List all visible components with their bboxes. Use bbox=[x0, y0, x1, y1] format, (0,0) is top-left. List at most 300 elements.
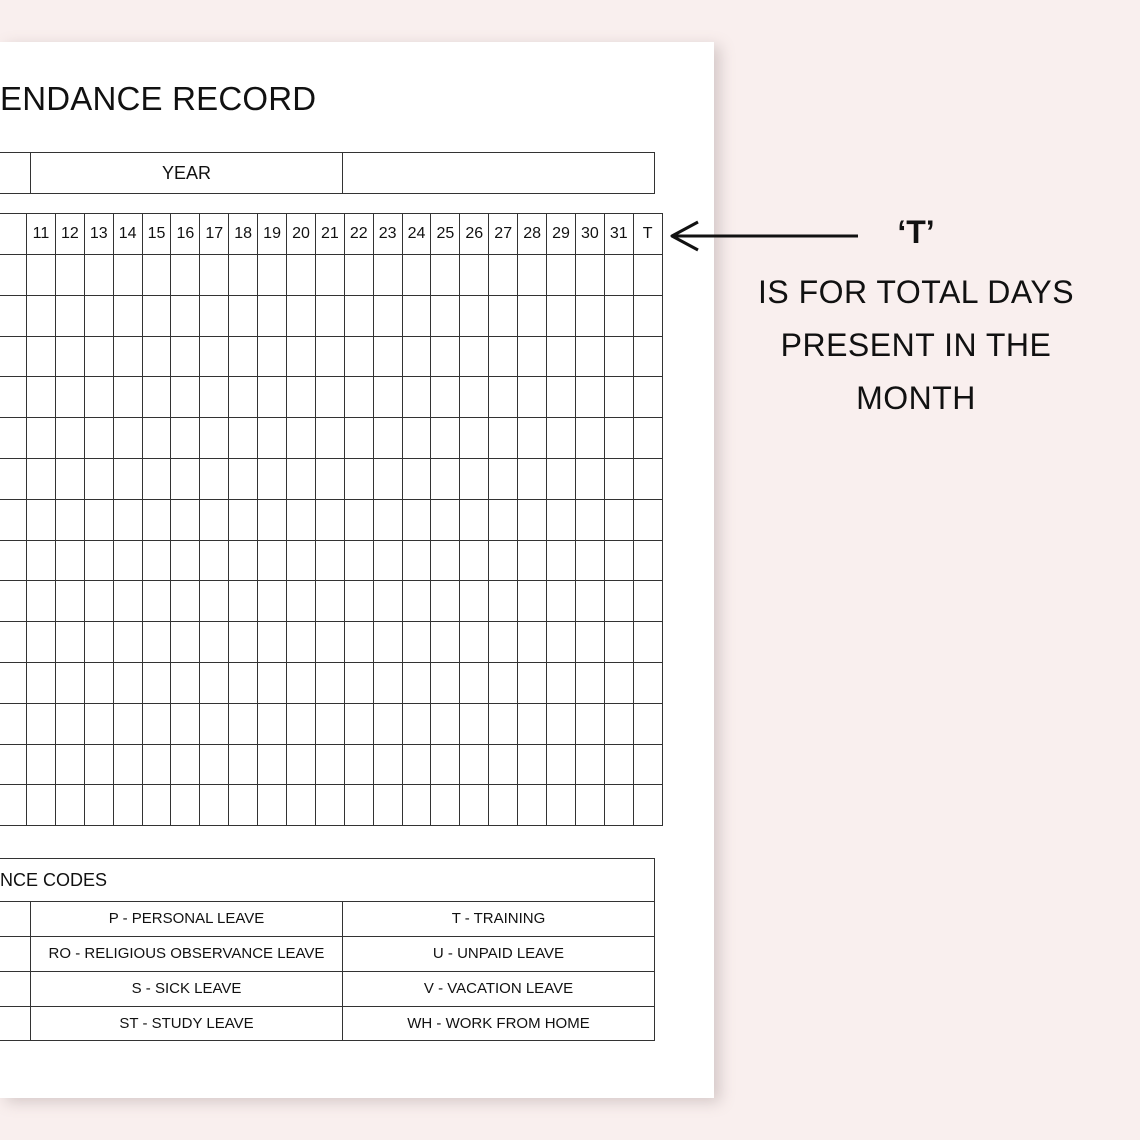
attendance-cell[interactable] bbox=[460, 662, 489, 703]
attendance-cell[interactable] bbox=[633, 540, 662, 581]
attendance-cell[interactable] bbox=[27, 295, 56, 336]
attendance-cell[interactable] bbox=[489, 295, 518, 336]
attendance-cell[interactable] bbox=[142, 418, 171, 459]
attendance-cell[interactable] bbox=[547, 744, 576, 785]
attendance-cell[interactable] bbox=[142, 377, 171, 418]
attendance-cell[interactable] bbox=[113, 703, 142, 744]
attendance-cell[interactable] bbox=[55, 785, 84, 826]
attendance-cell[interactable] bbox=[431, 622, 460, 663]
attendance-cell[interactable] bbox=[575, 377, 604, 418]
attendance-cell[interactable] bbox=[200, 540, 229, 581]
attendance-cell[interactable] bbox=[547, 622, 576, 663]
attendance-cell[interactable] bbox=[27, 662, 56, 703]
attendance-cell[interactable] bbox=[27, 622, 56, 663]
attendance-cell[interactable] bbox=[200, 703, 229, 744]
attendance-cell[interactable] bbox=[84, 540, 113, 581]
attendance-cell[interactable] bbox=[431, 499, 460, 540]
attendance-cell[interactable] bbox=[113, 581, 142, 622]
attendance-cell[interactable] bbox=[373, 336, 402, 377]
attendance-cell[interactable] bbox=[431, 744, 460, 785]
attendance-cell[interactable] bbox=[142, 458, 171, 499]
attendance-cell[interactable] bbox=[575, 622, 604, 663]
attendance-cell[interactable] bbox=[460, 255, 489, 296]
attendance-cell[interactable] bbox=[344, 581, 373, 622]
attendance-cell[interactable] bbox=[633, 703, 662, 744]
attendance-cell[interactable] bbox=[171, 540, 200, 581]
attendance-cell[interactable] bbox=[258, 662, 287, 703]
attendance-cell[interactable] bbox=[229, 622, 258, 663]
attendance-cell[interactable] bbox=[344, 540, 373, 581]
attendance-cell[interactable] bbox=[344, 703, 373, 744]
attendance-cell[interactable] bbox=[518, 622, 547, 663]
attendance-cell[interactable] bbox=[315, 295, 344, 336]
attendance-cell[interactable] bbox=[287, 622, 316, 663]
attendance-cell[interactable] bbox=[55, 418, 84, 459]
attendance-cell[interactable] bbox=[113, 418, 142, 459]
attendance-cell[interactable] bbox=[344, 622, 373, 663]
attendance-cell[interactable] bbox=[460, 336, 489, 377]
attendance-cell[interactable] bbox=[258, 255, 287, 296]
attendance-cell[interactable] bbox=[84, 662, 113, 703]
attendance-cell[interactable] bbox=[84, 418, 113, 459]
attendance-cell[interactable] bbox=[547, 377, 576, 418]
attendance-cell[interactable] bbox=[229, 255, 258, 296]
attendance-cell[interactable] bbox=[0, 662, 27, 703]
attendance-cell[interactable] bbox=[142, 581, 171, 622]
attendance-cell[interactable] bbox=[287, 499, 316, 540]
attendance-cell[interactable] bbox=[604, 295, 633, 336]
attendance-cell[interactable] bbox=[287, 255, 316, 296]
attendance-cell[interactable] bbox=[604, 622, 633, 663]
attendance-cell[interactable] bbox=[113, 336, 142, 377]
attendance-cell[interactable] bbox=[633, 295, 662, 336]
attendance-cell[interactable] bbox=[0, 377, 27, 418]
attendance-cell[interactable] bbox=[113, 744, 142, 785]
attendance-cell[interactable] bbox=[402, 744, 431, 785]
attendance-cell[interactable] bbox=[200, 662, 229, 703]
attendance-cell[interactable] bbox=[0, 622, 27, 663]
attendance-cell[interactable] bbox=[518, 255, 547, 296]
attendance-cell[interactable] bbox=[431, 581, 460, 622]
attendance-cell[interactable] bbox=[142, 295, 171, 336]
attendance-cell[interactable] bbox=[258, 499, 287, 540]
attendance-cell[interactable] bbox=[200, 255, 229, 296]
attendance-cell[interactable] bbox=[575, 785, 604, 826]
attendance-cell[interactable] bbox=[258, 622, 287, 663]
attendance-cell[interactable] bbox=[402, 255, 431, 296]
attendance-cell[interactable] bbox=[373, 499, 402, 540]
attendance-cell[interactable] bbox=[287, 581, 316, 622]
attendance-cell[interactable] bbox=[604, 336, 633, 377]
attendance-cell[interactable] bbox=[489, 744, 518, 785]
attendance-cell[interactable] bbox=[547, 418, 576, 459]
attendance-cell[interactable] bbox=[460, 622, 489, 663]
attendance-cell[interactable] bbox=[315, 744, 344, 785]
attendance-cell[interactable] bbox=[315, 703, 344, 744]
attendance-cell[interactable] bbox=[55, 744, 84, 785]
attendance-cell[interactable] bbox=[633, 255, 662, 296]
attendance-cell[interactable] bbox=[55, 295, 84, 336]
attendance-cell[interactable] bbox=[373, 662, 402, 703]
attendance-cell[interactable] bbox=[344, 418, 373, 459]
attendance-cell[interactable] bbox=[287, 377, 316, 418]
attendance-cell[interactable] bbox=[0, 458, 27, 499]
attendance-cell[interactable] bbox=[0, 418, 27, 459]
attendance-cell[interactable] bbox=[229, 662, 258, 703]
attendance-cell[interactable] bbox=[344, 458, 373, 499]
attendance-cell[interactable] bbox=[575, 499, 604, 540]
attendance-cell[interactable] bbox=[287, 744, 316, 785]
attendance-cell[interactable] bbox=[373, 295, 402, 336]
attendance-cell[interactable] bbox=[113, 255, 142, 296]
attendance-cell[interactable] bbox=[229, 458, 258, 499]
attendance-cell[interactable] bbox=[84, 336, 113, 377]
attendance-cell[interactable] bbox=[460, 499, 489, 540]
attendance-cell[interactable] bbox=[373, 622, 402, 663]
attendance-cell[interactable] bbox=[575, 418, 604, 459]
attendance-cell[interactable] bbox=[315, 377, 344, 418]
attendance-cell[interactable] bbox=[518, 377, 547, 418]
attendance-cell[interactable] bbox=[200, 458, 229, 499]
attendance-cell[interactable] bbox=[431, 662, 460, 703]
attendance-cell[interactable] bbox=[575, 540, 604, 581]
attendance-cell[interactable] bbox=[547, 499, 576, 540]
attendance-cell[interactable] bbox=[27, 785, 56, 826]
attendance-cell[interactable] bbox=[489, 622, 518, 663]
attendance-cell[interactable] bbox=[84, 744, 113, 785]
attendance-cell[interactable] bbox=[402, 377, 431, 418]
attendance-cell[interactable] bbox=[171, 622, 200, 663]
attendance-cell[interactable] bbox=[460, 377, 489, 418]
attendance-cell[interactable] bbox=[200, 744, 229, 785]
attendance-cell[interactable] bbox=[55, 377, 84, 418]
attendance-cell[interactable] bbox=[633, 581, 662, 622]
attendance-cell[interactable] bbox=[547, 581, 576, 622]
attendance-cell[interactable] bbox=[460, 785, 489, 826]
attendance-cell[interactable] bbox=[0, 703, 27, 744]
attendance-cell[interactable] bbox=[55, 458, 84, 499]
attendance-cell[interactable] bbox=[84, 581, 113, 622]
attendance-cell[interactable] bbox=[287, 703, 316, 744]
attendance-cell[interactable] bbox=[604, 744, 633, 785]
attendance-cell[interactable] bbox=[258, 458, 287, 499]
attendance-cell[interactable] bbox=[113, 785, 142, 826]
attendance-cell[interactable] bbox=[575, 336, 604, 377]
attendance-cell[interactable] bbox=[171, 255, 200, 296]
attendance-cell[interactable] bbox=[633, 418, 662, 459]
attendance-cell[interactable] bbox=[55, 499, 84, 540]
attendance-cell[interactable] bbox=[547, 703, 576, 744]
attendance-cell[interactable] bbox=[489, 255, 518, 296]
attendance-cell[interactable] bbox=[604, 377, 633, 418]
attendance-cell[interactable] bbox=[258, 418, 287, 459]
attendance-cell[interactable] bbox=[27, 581, 56, 622]
attendance-cell[interactable] bbox=[200, 622, 229, 663]
attendance-cell[interactable] bbox=[373, 377, 402, 418]
attendance-cell[interactable] bbox=[258, 377, 287, 418]
attendance-cell[interactable] bbox=[142, 785, 171, 826]
attendance-cell[interactable] bbox=[315, 785, 344, 826]
attendance-cell[interactable] bbox=[287, 785, 316, 826]
attendance-cell[interactable] bbox=[547, 295, 576, 336]
attendance-cell[interactable] bbox=[489, 336, 518, 377]
attendance-cell[interactable] bbox=[518, 336, 547, 377]
attendance-cell[interactable] bbox=[84, 785, 113, 826]
attendance-cell[interactable] bbox=[229, 295, 258, 336]
attendance-cell[interactable] bbox=[460, 703, 489, 744]
attendance-cell[interactable] bbox=[0, 336, 27, 377]
attendance-cell[interactable] bbox=[27, 418, 56, 459]
attendance-cell[interactable] bbox=[344, 377, 373, 418]
attendance-cell[interactable] bbox=[84, 458, 113, 499]
attendance-cell[interactable] bbox=[460, 744, 489, 785]
attendance-cell[interactable] bbox=[84, 255, 113, 296]
attendance-cell[interactable] bbox=[604, 499, 633, 540]
attendance-cell[interactable] bbox=[55, 581, 84, 622]
attendance-cell[interactable] bbox=[547, 785, 576, 826]
attendance-cell[interactable] bbox=[489, 458, 518, 499]
attendance-cell[interactable] bbox=[200, 418, 229, 459]
attendance-cell[interactable] bbox=[431, 255, 460, 296]
attendance-cell[interactable] bbox=[489, 418, 518, 459]
attendance-cell[interactable] bbox=[258, 540, 287, 581]
attendance-cell[interactable] bbox=[633, 336, 662, 377]
attendance-cell[interactable] bbox=[604, 458, 633, 499]
attendance-cell[interactable] bbox=[633, 377, 662, 418]
attendance-cell[interactable] bbox=[633, 662, 662, 703]
attendance-cell[interactable] bbox=[258, 295, 287, 336]
attendance-cell[interactable] bbox=[460, 540, 489, 581]
attendance-cell[interactable] bbox=[518, 703, 547, 744]
attendance-cell[interactable] bbox=[84, 377, 113, 418]
attendance-cell[interactable] bbox=[27, 255, 56, 296]
attendance-cell[interactable] bbox=[373, 785, 402, 826]
attendance-cell[interactable] bbox=[171, 336, 200, 377]
attendance-cell[interactable] bbox=[287, 418, 316, 459]
attendance-cell[interactable] bbox=[633, 744, 662, 785]
attendance-cell[interactable] bbox=[113, 540, 142, 581]
attendance-cell[interactable] bbox=[373, 703, 402, 744]
attendance-cell[interactable] bbox=[142, 703, 171, 744]
attendance-cell[interactable] bbox=[604, 703, 633, 744]
attendance-cell[interactable] bbox=[200, 581, 229, 622]
attendance-cell[interactable] bbox=[604, 581, 633, 622]
attendance-cell[interactable] bbox=[518, 295, 547, 336]
attendance-cell[interactable] bbox=[27, 744, 56, 785]
attendance-cell[interactable] bbox=[142, 255, 171, 296]
attendance-cell[interactable] bbox=[604, 785, 633, 826]
attendance-cell[interactable] bbox=[171, 499, 200, 540]
attendance-cell[interactable] bbox=[431, 377, 460, 418]
attendance-cell[interactable] bbox=[142, 622, 171, 663]
attendance-cell[interactable] bbox=[113, 622, 142, 663]
attendance-cell[interactable] bbox=[142, 336, 171, 377]
attendance-cell[interactable] bbox=[0, 581, 27, 622]
attendance-cell[interactable] bbox=[315, 662, 344, 703]
attendance-cell[interactable] bbox=[27, 703, 56, 744]
attendance-cell[interactable] bbox=[489, 785, 518, 826]
attendance-cell[interactable] bbox=[633, 785, 662, 826]
attendance-cell[interactable] bbox=[402, 785, 431, 826]
attendance-cell[interactable] bbox=[55, 622, 84, 663]
attendance-cell[interactable] bbox=[315, 255, 344, 296]
attendance-cell[interactable] bbox=[258, 703, 287, 744]
attendance-cell[interactable] bbox=[0, 785, 27, 826]
attendance-cell[interactable] bbox=[344, 499, 373, 540]
attendance-cell[interactable] bbox=[518, 418, 547, 459]
attendance-cell[interactable] bbox=[575, 703, 604, 744]
attendance-cell[interactable] bbox=[460, 418, 489, 459]
attendance-cell[interactable] bbox=[171, 703, 200, 744]
attendance-cell[interactable] bbox=[229, 703, 258, 744]
attendance-cell[interactable] bbox=[287, 336, 316, 377]
attendance-cell[interactable] bbox=[489, 377, 518, 418]
attendance-cell[interactable] bbox=[373, 744, 402, 785]
attendance-cell[interactable] bbox=[113, 377, 142, 418]
attendance-cell[interactable] bbox=[373, 418, 402, 459]
attendance-cell[interactable] bbox=[229, 744, 258, 785]
attendance-cell[interactable] bbox=[604, 255, 633, 296]
attendance-cell[interactable] bbox=[229, 785, 258, 826]
attendance-cell[interactable] bbox=[518, 744, 547, 785]
attendance-cell[interactable] bbox=[460, 581, 489, 622]
attendance-cell[interactable] bbox=[84, 295, 113, 336]
attendance-cell[interactable] bbox=[229, 336, 258, 377]
attendance-cell[interactable] bbox=[229, 499, 258, 540]
attendance-cell[interactable] bbox=[373, 255, 402, 296]
attendance-cell[interactable] bbox=[0, 255, 27, 296]
attendance-cell[interactable] bbox=[547, 540, 576, 581]
attendance-cell[interactable] bbox=[431, 703, 460, 744]
attendance-cell[interactable] bbox=[0, 295, 27, 336]
attendance-cell[interactable] bbox=[518, 499, 547, 540]
attendance-cell[interactable] bbox=[489, 662, 518, 703]
attendance-cell[interactable] bbox=[547, 662, 576, 703]
attendance-cell[interactable] bbox=[402, 499, 431, 540]
attendance-cell[interactable] bbox=[142, 540, 171, 581]
attendance-cell[interactable] bbox=[373, 581, 402, 622]
attendance-cell[interactable] bbox=[171, 377, 200, 418]
attendance-cell[interactable] bbox=[0, 540, 27, 581]
attendance-cell[interactable] bbox=[229, 377, 258, 418]
attendance-cell[interactable] bbox=[315, 622, 344, 663]
attendance-cell[interactable] bbox=[55, 703, 84, 744]
attendance-cell[interactable] bbox=[431, 336, 460, 377]
attendance-cell[interactable] bbox=[373, 458, 402, 499]
attendance-cell[interactable] bbox=[604, 540, 633, 581]
attendance-cell[interactable] bbox=[575, 581, 604, 622]
attendance-cell[interactable] bbox=[489, 540, 518, 581]
attendance-cell[interactable] bbox=[84, 703, 113, 744]
attendance-cell[interactable] bbox=[287, 662, 316, 703]
attendance-cell[interactable] bbox=[575, 744, 604, 785]
attendance-cell[interactable] bbox=[633, 622, 662, 663]
attendance-cell[interactable] bbox=[142, 499, 171, 540]
attendance-cell[interactable] bbox=[402, 703, 431, 744]
attendance-cell[interactable] bbox=[113, 662, 142, 703]
attendance-cell[interactable] bbox=[489, 703, 518, 744]
attendance-cell[interactable] bbox=[84, 499, 113, 540]
attendance-cell[interactable] bbox=[55, 540, 84, 581]
attendance-cell[interactable] bbox=[27, 336, 56, 377]
attendance-cell[interactable] bbox=[575, 255, 604, 296]
attendance-cell[interactable] bbox=[518, 458, 547, 499]
attendance-cell[interactable] bbox=[633, 499, 662, 540]
attendance-cell[interactable] bbox=[171, 785, 200, 826]
attendance-cell[interactable] bbox=[518, 540, 547, 581]
attendance-cell[interactable] bbox=[547, 336, 576, 377]
attendance-cell[interactable] bbox=[344, 255, 373, 296]
attendance-cell[interactable] bbox=[113, 295, 142, 336]
attendance-cell[interactable] bbox=[402, 540, 431, 581]
attendance-cell[interactable] bbox=[575, 295, 604, 336]
attendance-cell[interactable] bbox=[0, 499, 27, 540]
attendance-cell[interactable] bbox=[258, 744, 287, 785]
attendance-cell[interactable] bbox=[171, 744, 200, 785]
attendance-cell[interactable] bbox=[315, 499, 344, 540]
attendance-cell[interactable] bbox=[287, 295, 316, 336]
attendance-cell[interactable] bbox=[27, 499, 56, 540]
attendance-cell[interactable] bbox=[315, 336, 344, 377]
attendance-cell[interactable] bbox=[402, 622, 431, 663]
attendance-cell[interactable] bbox=[229, 581, 258, 622]
attendance-cell[interactable] bbox=[518, 662, 547, 703]
attendance-cell[interactable] bbox=[518, 581, 547, 622]
attendance-cell[interactable] bbox=[402, 295, 431, 336]
attendance-cell[interactable] bbox=[402, 336, 431, 377]
attendance-cell[interactable] bbox=[200, 295, 229, 336]
attendance-cell[interactable] bbox=[431, 418, 460, 459]
attendance-cell[interactable] bbox=[344, 295, 373, 336]
attendance-cell[interactable] bbox=[518, 785, 547, 826]
attendance-cell[interactable] bbox=[344, 336, 373, 377]
attendance-cell[interactable] bbox=[171, 295, 200, 336]
attendance-cell[interactable] bbox=[200, 336, 229, 377]
attendance-cell[interactable] bbox=[489, 499, 518, 540]
attendance-cell[interactable] bbox=[171, 662, 200, 703]
attendance-cell[interactable] bbox=[604, 662, 633, 703]
attendance-cell[interactable] bbox=[315, 418, 344, 459]
attendance-cell[interactable] bbox=[200, 377, 229, 418]
attendance-cell[interactable] bbox=[547, 458, 576, 499]
attendance-cell[interactable] bbox=[344, 785, 373, 826]
attendance-cell[interactable] bbox=[171, 418, 200, 459]
attendance-cell[interactable] bbox=[258, 785, 287, 826]
attendance-cell[interactable] bbox=[460, 458, 489, 499]
attendance-cell[interactable] bbox=[287, 540, 316, 581]
attendance-cell[interactable] bbox=[200, 785, 229, 826]
attendance-cell[interactable] bbox=[171, 581, 200, 622]
attendance-cell[interactable] bbox=[27, 540, 56, 581]
attendance-cell[interactable] bbox=[200, 499, 229, 540]
attendance-cell[interactable] bbox=[142, 744, 171, 785]
attendance-cell[interactable] bbox=[27, 377, 56, 418]
attendance-cell[interactable] bbox=[402, 458, 431, 499]
attendance-cell[interactable] bbox=[431, 295, 460, 336]
attendance-cell[interactable] bbox=[431, 785, 460, 826]
attendance-cell[interactable] bbox=[142, 662, 171, 703]
attendance-cell[interactable] bbox=[402, 581, 431, 622]
attendance-cell[interactable] bbox=[575, 458, 604, 499]
attendance-cell[interactable] bbox=[315, 540, 344, 581]
attendance-cell[interactable] bbox=[575, 662, 604, 703]
attendance-cell[interactable] bbox=[431, 458, 460, 499]
attendance-cell[interactable] bbox=[229, 418, 258, 459]
attendance-cell[interactable] bbox=[27, 458, 56, 499]
attendance-cell[interactable] bbox=[315, 581, 344, 622]
attendance-cell[interactable] bbox=[344, 744, 373, 785]
attendance-cell[interactable] bbox=[315, 458, 344, 499]
